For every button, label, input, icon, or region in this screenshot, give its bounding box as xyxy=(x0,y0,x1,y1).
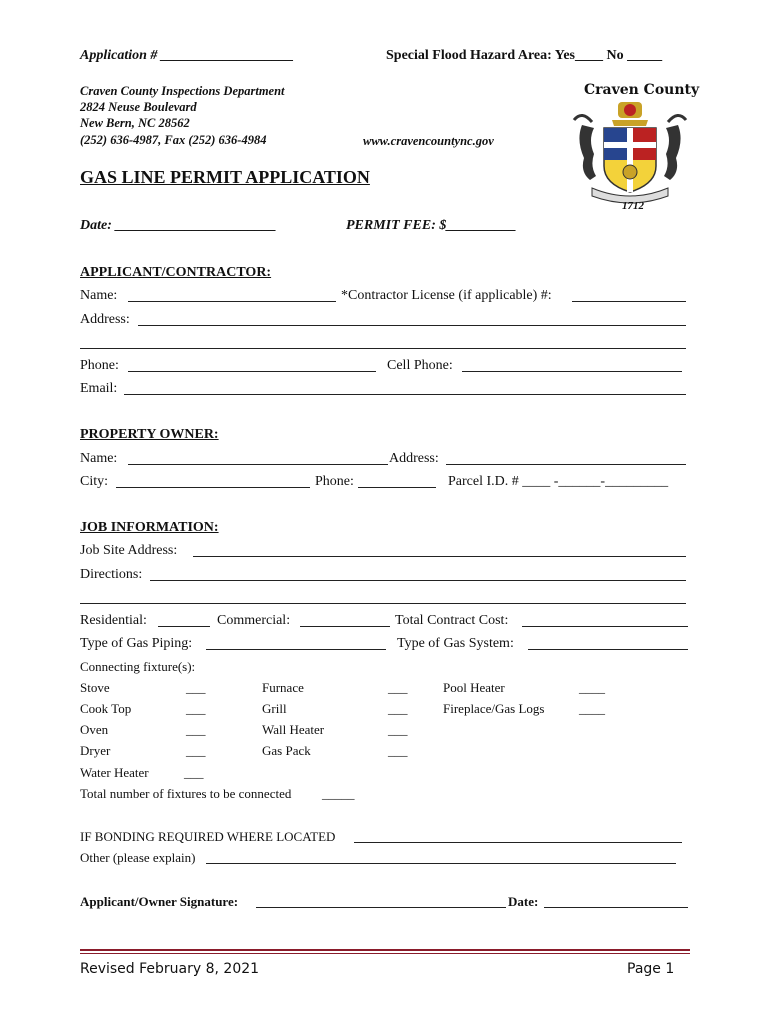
owner-city-input[interactable] xyxy=(116,487,310,488)
total-fixtures-label: Total number of fixtures to be connected xyxy=(80,786,292,801)
department-address-line1: 2824 Neuse Boulevard xyxy=(80,100,197,114)
fixture-cooktop-blank[interactable]: ___ xyxy=(186,701,206,716)
fixture-fireplace: Fireplace/Gas Logs xyxy=(443,701,545,716)
footer-rule xyxy=(80,949,690,951)
gas-piping-input[interactable] xyxy=(206,649,386,650)
fixture-water-heater-blank[interactable]: ___ xyxy=(184,765,204,780)
fixture-gas-pack: Gas Pack xyxy=(262,743,311,758)
permit-fee-field[interactable]: PERMIT FEE: $__________ xyxy=(346,218,517,233)
logo-year: 1712 xyxy=(622,200,644,212)
owner-phone-label: Phone: xyxy=(315,474,354,489)
applicant-address-input[interactable] xyxy=(138,325,686,326)
gas-piping-label: Type of Gas Piping: xyxy=(80,636,193,651)
total-fixtures-input[interactable]: _____ xyxy=(322,786,355,801)
other-label: Other (please explain) xyxy=(80,850,196,865)
applicant-email-label: Email: xyxy=(80,381,118,396)
commercial-label: Commercial: xyxy=(217,613,291,628)
other-input[interactable] xyxy=(206,863,676,864)
fixture-fireplace-blank[interactable]: ____ xyxy=(579,701,605,716)
footer-rule-thin xyxy=(80,953,690,954)
department-name: Craven County Inspections Department xyxy=(80,84,285,98)
owner-address-input[interactable] xyxy=(446,464,686,465)
job-site-label: Job Site Address: xyxy=(80,543,178,558)
owner-parcel-field[interactable]: Parcel I.D. # ____ -______-_________ xyxy=(448,474,669,489)
signature-date-label: Date: xyxy=(508,894,539,909)
fixture-cooktop: Cook Top xyxy=(80,701,132,716)
department-address-line2: New Bern, NC 28562 xyxy=(80,116,190,130)
commercial-input[interactable] xyxy=(300,626,390,627)
contract-cost-label: Total Contract Cost: xyxy=(395,613,509,628)
contractor-license-label: *Contractor License (if applicable) #: xyxy=(341,288,552,303)
applicant-phone-input[interactable] xyxy=(128,371,376,372)
fixture-grill-blank[interactable]: ___ xyxy=(388,701,408,716)
directions-label: Directions: xyxy=(80,567,143,582)
fixture-dryer: Dryer xyxy=(80,743,111,758)
owner-phone-input[interactable] xyxy=(358,487,436,488)
applicant-phone-label: Phone: xyxy=(80,358,119,373)
owner-name-label: Name: xyxy=(80,451,118,466)
fixture-pool-heater: Pool Heater xyxy=(443,680,505,695)
fixture-furnace: Furnace xyxy=(262,680,304,695)
directions-input-line2[interactable] xyxy=(80,603,686,604)
job-heading: JOB INFORMATION: xyxy=(80,520,219,535)
applicant-heading: APPLICANT/CONTRACTOR: xyxy=(80,265,272,280)
page-title: GAS LINE PERMIT APPLICATION xyxy=(80,167,370,187)
flood-hazard-field[interactable]: Special Flood Hazard Area: Yes____ No _____ xyxy=(386,48,663,63)
bonding-input[interactable] xyxy=(354,842,682,843)
applicant-email-input[interactable] xyxy=(124,394,686,395)
owner-heading: PROPERTY OWNER: xyxy=(80,427,219,442)
applicant-address-label: Address: xyxy=(80,312,130,327)
fixture-dryer-blank[interactable]: ___ xyxy=(186,743,206,758)
department-phone: (252) 636-4987, Fax (252) 636-4984 xyxy=(80,133,267,147)
fixture-wall-heater-blank[interactable]: ___ xyxy=(388,722,408,737)
directions-input[interactable] xyxy=(150,580,686,581)
signature-input[interactable] xyxy=(256,907,506,908)
applicant-name-label: Name: xyxy=(80,288,118,303)
contractor-license-input[interactable] xyxy=(572,301,686,302)
page-number: Page 1 xyxy=(627,961,675,977)
fixture-gas-pack-blank[interactable]: ___ xyxy=(388,743,408,758)
fixture-wall-heater: Wall Heater xyxy=(262,722,325,737)
owner-city-label: City: xyxy=(80,474,109,489)
job-site-input[interactable] xyxy=(193,556,686,557)
bonding-label: IF BONDING REQUIRED WHERE LOCATED xyxy=(80,829,336,844)
application-number-field[interactable]: Application # ___________________ xyxy=(80,48,294,63)
contract-cost-input[interactable] xyxy=(522,626,688,627)
fixture-furnace-blank[interactable]: ___ xyxy=(388,680,408,695)
fixture-stove: Stove xyxy=(80,680,110,695)
logo-title: Craven County xyxy=(584,82,700,98)
residential-label: Residential: xyxy=(80,613,147,628)
residential-input[interactable] xyxy=(158,626,210,627)
date-field[interactable]: Date: _______________________ xyxy=(80,218,277,233)
gas-system-label: Type of Gas System: xyxy=(397,636,514,651)
county-seal-logo xyxy=(572,80,700,215)
fixture-pool-heater-blank[interactable]: ____ xyxy=(579,680,605,695)
signature-label: Applicant/Owner Signature: xyxy=(80,894,239,909)
fixture-oven-blank[interactable]: ___ xyxy=(186,722,206,737)
fixture-grill: Grill xyxy=(262,701,287,716)
applicant-cell-label: Cell Phone: xyxy=(387,358,453,373)
owner-address-label: Address: xyxy=(389,451,439,466)
applicant-address-input-line2[interactable] xyxy=(80,348,686,349)
fixtures-label: Connecting fixture(s): xyxy=(80,659,196,674)
department-website: www.cravencountync.gov xyxy=(363,134,494,148)
signature-date-input[interactable] xyxy=(544,907,688,908)
fixture-stove-blank[interactable]: ___ xyxy=(186,680,206,695)
fixture-water-heater: Water Heater xyxy=(80,765,149,780)
fixture-oven: Oven xyxy=(80,722,109,737)
gas-system-input[interactable] xyxy=(528,649,688,650)
revised-date: Revised February 8, 2021 xyxy=(80,961,260,977)
applicant-name-input[interactable] xyxy=(128,301,336,302)
applicant-cell-input[interactable] xyxy=(462,371,682,372)
owner-name-input[interactable] xyxy=(128,464,388,465)
